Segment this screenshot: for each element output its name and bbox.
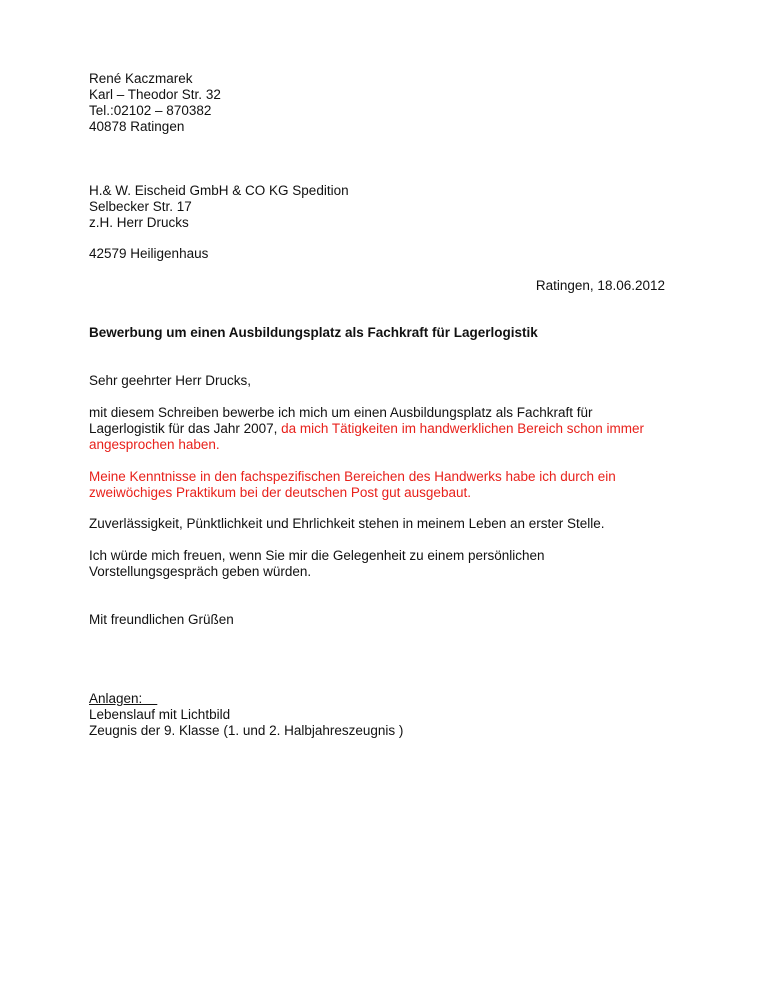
recipient-address: [89, 183, 679, 231]
recipient-city-block: [89, 246, 679, 262]
recipient-attention: z.H. Herr Drucks: [89, 215, 189, 230]
sender-address: [89, 71, 679, 135]
salutation-text: Sehr geehrter Herr Drucks,: [89, 373, 252, 388]
para3-text: Zuverlässigkeit, Pünktlichkeit und Ehrlichkeit stehen in meinem Leben an erster Stelle.: [89, 516, 605, 531]
paragraph-1: [89, 405, 679, 453]
recipient-city: 42579 Heiligenhaus: [89, 246, 209, 261]
closing-text: Mit freundlichen Grüßen: [89, 612, 234, 627]
subject-line: [89, 325, 679, 341]
paragraph-2: [89, 469, 679, 501]
subject-text: Bewerbung um einen Ausbildungsplatz als Fachkraft für Lagerlogistik: [89, 325, 538, 340]
sender-street: Karl – Theodor Str. 32: [89, 87, 221, 102]
attachment-item: Lebenslauf mit Lichtbild: [89, 707, 231, 722]
para1-line2-black: Lagerlogistik für das Jahr 2007,: [89, 421, 282, 436]
para2-line1: Meine Kenntnisse in den fachspezifischen Bereichen des Handwerks habe ich durch ein: [89, 469, 616, 484]
sender-name: René Kaczmarek: [89, 71, 193, 86]
closing: [89, 612, 679, 628]
para1-line1: mit diesem Schreiben bewerbe ich mich um einen Ausbildungsplatz als Fachkraft für: [89, 405, 593, 420]
para4-line1: Ich würde mich freuen, wenn Sie mir die Gelegenheit zu einem persönlichen: [89, 548, 545, 563]
attachments: [89, 691, 679, 739]
letter-date: Ratingen, 18.06.2012: [535, 278, 665, 293]
sender-city: 40878 Ratingen: [89, 119, 185, 134]
sender-phone: Tel.:02102 – 870382: [89, 103, 212, 118]
para1-line3: angesprochen haben.: [89, 437, 220, 452]
para1-line2: [89, 421, 679, 437]
paragraph-4: [89, 548, 679, 580]
recipient-street: Selbecker Str. 17: [89, 199, 192, 214]
salutation: [89, 373, 679, 389]
paragraph-3: [89, 516, 679, 532]
recipient-company: H.& W. Eischeid GmbH & CO KG Spedition: [89, 183, 349, 198]
para1-line2-red: da mich Tätigkeiten im handwerklichen Bereich schon immer: [281, 421, 645, 436]
para2-line2: zweiwöchiges Praktikum bei der deutschen Post gut ausgebaut.: [89, 485, 471, 500]
para4-line2: Vorstellungsgespräch geben würden.: [89, 564, 312, 579]
attachment-item: Zeugnis der 9. Klasse (1. und 2. Halbjahreszeugnis ): [89, 723, 404, 738]
attachments-label: Anlagen:: [89, 691, 158, 706]
